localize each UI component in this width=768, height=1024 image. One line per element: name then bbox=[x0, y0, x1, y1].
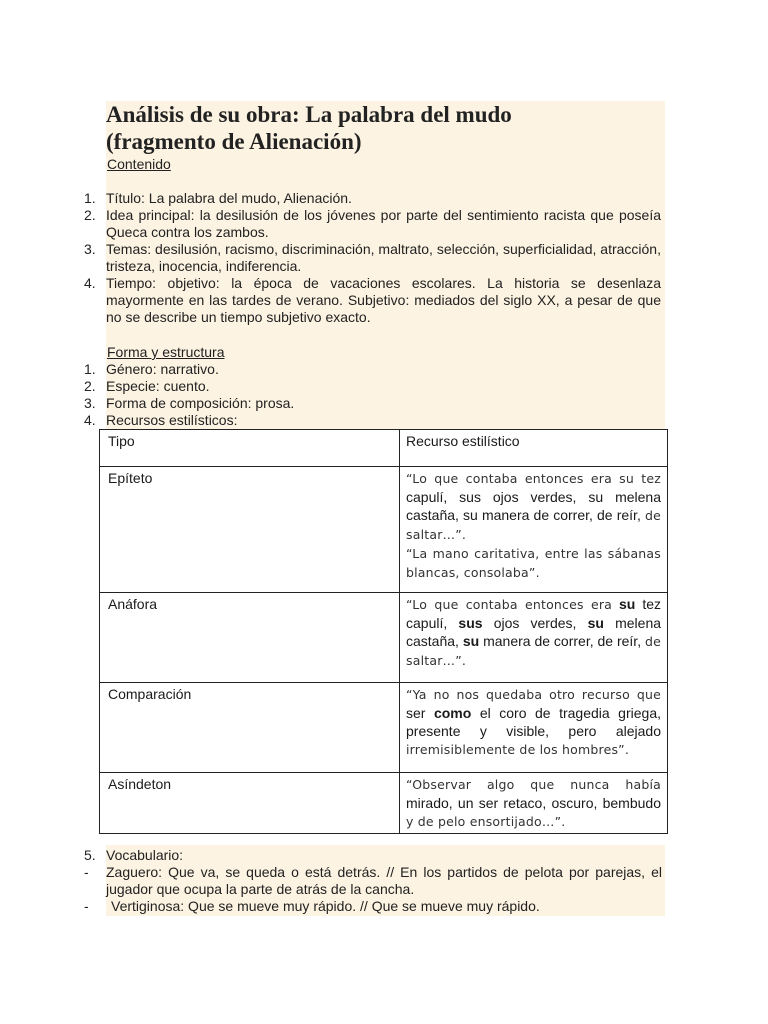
list-number: 1. bbox=[84, 361, 96, 377]
table-row bbox=[100, 593, 668, 683]
list-item bbox=[84, 412, 662, 429]
quote-text: el coro de tragedia griega, presente y visible, pero alejado bbox=[406, 705, 661, 739]
list-item bbox=[84, 395, 662, 412]
list-number: 3. bbox=[84, 241, 96, 257]
list-item bbox=[84, 361, 662, 378]
header-cell-recurso: Recurso estilístico bbox=[400, 430, 668, 467]
section-heading-contenido: Contenido bbox=[107, 156, 171, 172]
list-text: Idea principal: la desilusión de los jóvenes por parte del sentimiento racista que poseía Queca contra los zambos. bbox=[106, 207, 661, 240]
list-text: Título: La palabra del mudo, Alienación. bbox=[106, 190, 352, 206]
title-line-1: Análisis de su obra: La palabra del mudo bbox=[106, 102, 512, 127]
page-title bbox=[106, 101, 666, 155]
list-number: 2. bbox=[84, 378, 96, 394]
list-number: 1. bbox=[84, 190, 96, 206]
cell-recurso bbox=[400, 683, 668, 773]
quote-text: de saltar…”. bbox=[406, 508, 661, 542]
cell-tipo: Asíndeton bbox=[100, 773, 400, 834]
cell-tipo: Comparación bbox=[100, 683, 400, 773]
forma-list bbox=[84, 361, 662, 429]
list-text: Recursos estilísticos: bbox=[106, 412, 238, 428]
contenido-list bbox=[84, 190, 662, 330]
bullet-dash: - bbox=[84, 898, 89, 914]
cell-recurso bbox=[400, 773, 668, 834]
list-number: 3. bbox=[84, 395, 96, 411]
quote-text: mirado, un ser retaco, oscuro, bembudo bbox=[406, 795, 661, 811]
list-text: Género: narrativo. bbox=[106, 361, 219, 377]
table-row bbox=[100, 683, 668, 773]
quote-text: “Lo que contaba entonces era su tez bbox=[406, 471, 661, 486]
header-cell-tipo: Tipo bbox=[100, 430, 400, 467]
recursos-table bbox=[99, 429, 668, 834]
list-text: Temas: desilusión, racismo, discriminación, maltrato, selección, superficialidad, atracción, tristeza, inocencia, indiferencia. bbox=[106, 241, 661, 274]
list-item bbox=[84, 378, 662, 395]
list-number: 4. bbox=[84, 275, 96, 291]
vocab-text: Vertiginosa: Que se mueve muy rápido. // Que se mueve muy rápido. bbox=[111, 898, 540, 914]
list-item bbox=[84, 207, 662, 241]
list-number: 5. bbox=[84, 847, 96, 863]
cell-tipo: Epíteto bbox=[100, 467, 400, 593]
list-text: Especie: cuento. bbox=[106, 378, 210, 394]
quote-text: capulí, bbox=[406, 615, 448, 631]
anaphora-word: su bbox=[619, 596, 636, 612]
quote-text: ser bbox=[406, 705, 426, 721]
table-header-row bbox=[100, 430, 668, 467]
list-item bbox=[84, 190, 662, 207]
vocab-text: Zaguero: Que va, se queda o está detrás. // En los partidos de pelota por parejas, el jugador que ocupa la parte de atrás de la cancha. bbox=[106, 864, 662, 897]
bullet-dash: - bbox=[84, 864, 89, 880]
list-number: 4. bbox=[84, 412, 96, 428]
quote-text: manera de correr, de reír, bbox=[483, 633, 642, 649]
list-item bbox=[84, 275, 662, 326]
quote-text: capulí, sus ojos verdes, su melena castaña, su manera de correr, de reír, bbox=[406, 489, 661, 523]
table-row bbox=[100, 773, 668, 834]
quote-text: tez bbox=[642, 596, 662, 612]
quote-text: y de pelo ensortijado…”. bbox=[406, 814, 566, 829]
anaphora-word: sus bbox=[458, 615, 483, 631]
cell-recurso bbox=[400, 467, 668, 593]
vocab-item bbox=[84, 864, 662, 898]
quote-text: “Lo que contaba entonces era bbox=[406, 597, 613, 612]
quote-text: “La mano caritativa, entre las sábanas blancas, consolaba”. bbox=[406, 546, 661, 580]
list-item bbox=[84, 241, 662, 275]
cell-recurso bbox=[400, 593, 668, 683]
table-row bbox=[100, 467, 668, 593]
quote-text: ojos verdes, bbox=[493, 615, 577, 631]
quote-text: de saltar…”. bbox=[406, 634, 662, 668]
title-line-2: (fragmento de Alienación) bbox=[106, 129, 362, 154]
vocab-item bbox=[84, 898, 662, 915]
vocab-heading bbox=[84, 847, 662, 864]
vocab-heading-text: Vocabulario: bbox=[106, 847, 184, 863]
quote-text: irremisiblemente de los hombres”. bbox=[406, 742, 630, 757]
anaphora-word: su bbox=[587, 615, 604, 631]
quote-text: “Observar algo que nunca había bbox=[406, 777, 661, 792]
list-text: Forma de composición: prosa. bbox=[106, 395, 295, 411]
quote-text: “Ya no nos quedaba otro recurso que bbox=[406, 687, 661, 702]
cell-tipo: Anáfora bbox=[100, 593, 400, 683]
quote-text: melena castaña, bbox=[406, 615, 662, 649]
section-heading-forma: Forma y estructura bbox=[107, 344, 225, 360]
anaphora-word: su bbox=[462, 633, 480, 649]
list-number: 2. bbox=[84, 207, 96, 223]
list-text: Tiempo: objetivo: la época de vacaciones escolares. La historia se desenlaza mayormente en las tardes de verano. Subjetivo: mediados del siglo XX, a pesar de que no se describe un tiempo subjetivo exacto. bbox=[106, 275, 661, 325]
comparison-word: como bbox=[433, 705, 472, 721]
